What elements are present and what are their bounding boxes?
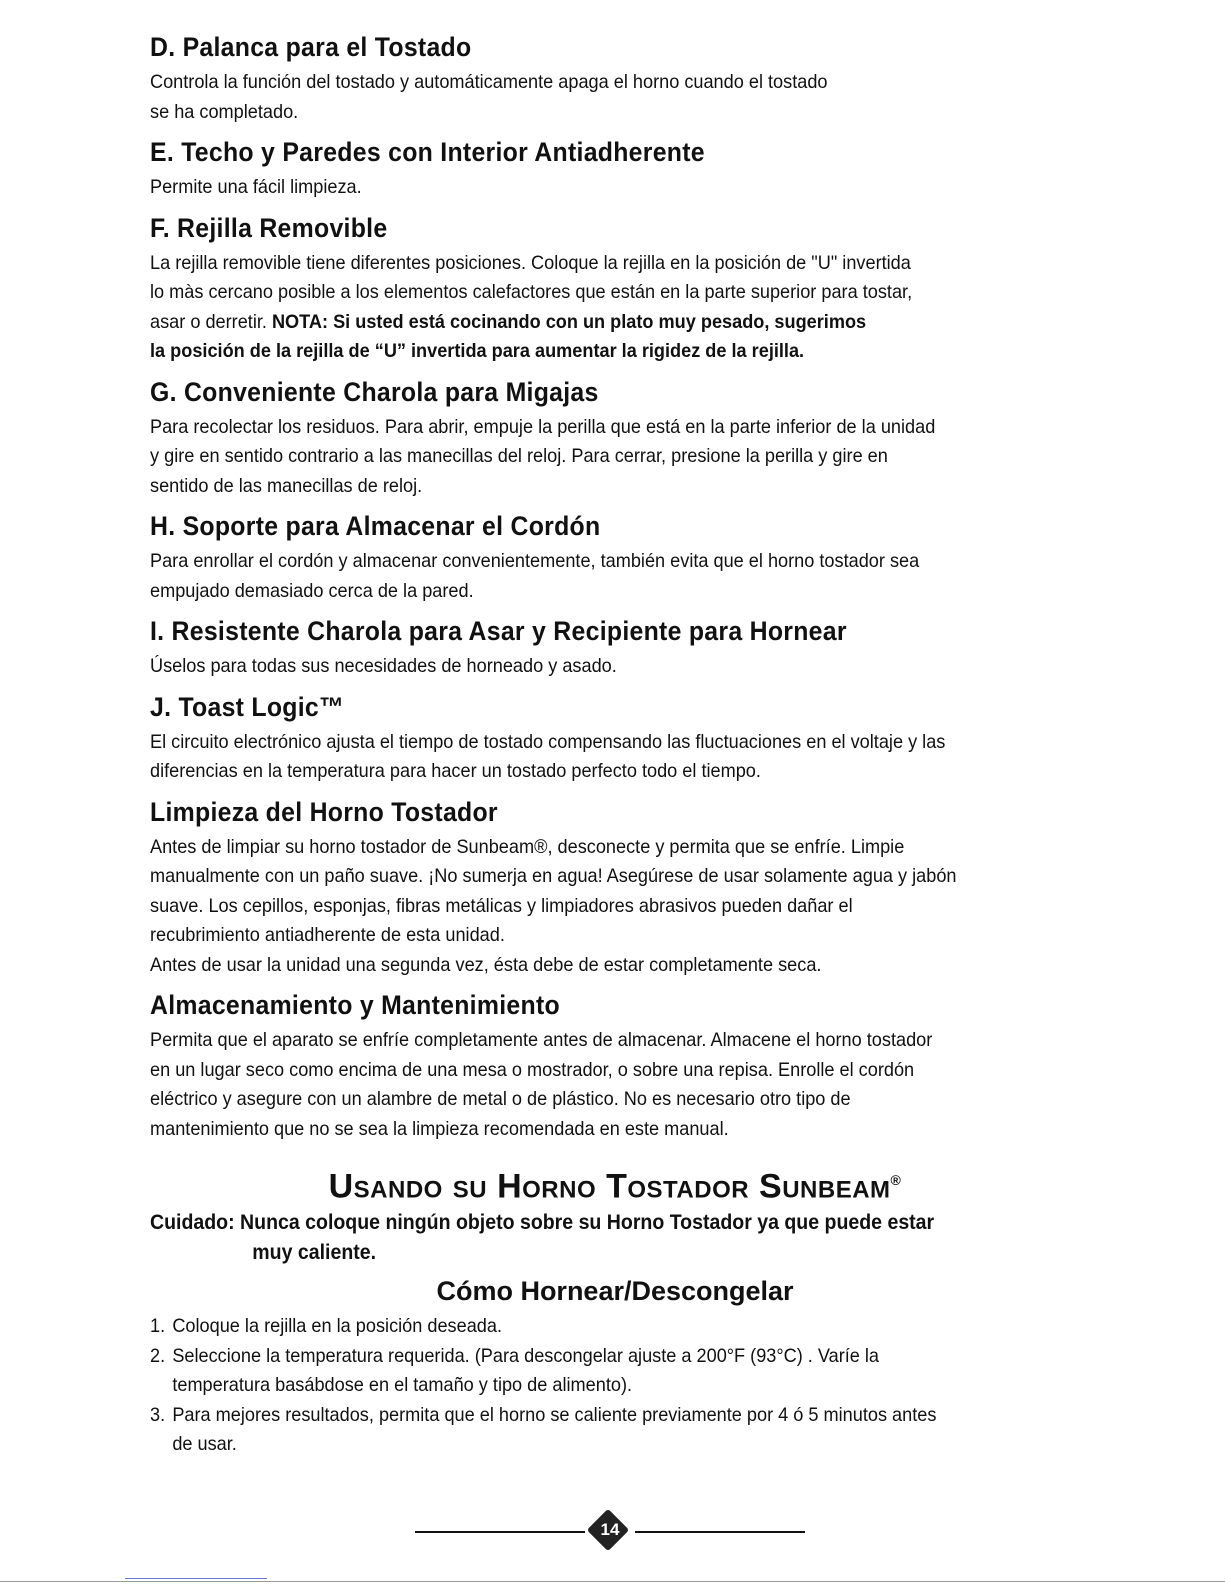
footer-rule-left <box>415 1531 585 1533</box>
section-text <box>150 1026 1061 1144</box>
page-number: 14 <box>600 1520 620 1539</box>
section-soporte-cordon <box>150 509 1080 606</box>
section-title: H. Soporte para Almacenar el Cordón <box>150 511 601 541</box>
text-line: asar o derretir. <box>150 310 272 333</box>
text-line: sentido de las manecillas de reloj. <box>150 474 423 497</box>
text-line: Para enrollar el cordón y almacenar convenientemente, también evita que el horno tostador sea <box>150 550 920 572</box>
list-item <box>150 1312 1071 1342</box>
step-text: Coloque la rejilla en la posición deseada. <box>172 1315 503 1338</box>
text-line: Antes de usar la unidad una segunda vez, ésta debe de estar completamente seca. <box>150 953 822 976</box>
text-line: Antes de limpiar su horno tostador de Sunbeam®, desconecte y permita que se enfríe. Limpie <box>150 835 905 858</box>
text-line: Para recolectar los residuos. Para abrir, empuje la perilla que está en la parte inferior de la unidad <box>150 415 936 438</box>
text-line: recubrimiento antiadherente de esta unidad. <box>150 924 505 946</box>
section-palanca <box>150 30 1080 127</box>
section-title: G. Conveniente Charola para Migajas <box>150 376 599 407</box>
text-line: El circuito electrónico ajusta el tiempo de tostado compensando las fluctuaciones en el voltaje y las <box>150 730 946 753</box>
usando-heading <box>150 1158 1080 1208</box>
section-title: Almacenamiento y Mantenimiento <box>150 990 560 1020</box>
section-limpieza <box>150 795 1080 981</box>
page-content <box>150 30 1080 1460</box>
text-line: Controla la función del tostado y automáticamente apaga el horno cuando el tostado <box>150 71 828 93</box>
text-line: manualmente con un paño suave. ¡No sumerja en agua! Asegúrese de usar solamente agua y jabón <box>150 865 957 887</box>
section-text <box>150 728 1061 787</box>
text-line: lo màs cercano posible a los elementos calefactores que están en la parte superior para tostar, <box>150 281 913 303</box>
bottom-border <box>0 1581 1225 1582</box>
list-item <box>150 1342 1071 1401</box>
section-text <box>150 652 1061 682</box>
step-number: 2. <box>150 1344 166 1367</box>
list-item <box>150 1401 1071 1460</box>
section-text <box>150 173 1061 203</box>
page-footer <box>415 1512 805 1552</box>
section-title: F. Rejilla Removible <box>150 212 388 243</box>
footer-rule-right <box>635 1531 805 1533</box>
section-title: I. Resistente Charola para Asar y Recipiente para Hornear <box>150 616 847 646</box>
section-title: Limpieza del Horno Tostador <box>150 796 498 827</box>
text-line: diferencias en la temperatura para hacer un tostado perfecto todo el tiempo. <box>150 760 761 782</box>
section-title: J. Toast Logic™ <box>150 691 345 722</box>
text-line: se ha completado. <box>150 100 299 123</box>
caution-line: muy caliente. <box>252 1241 377 1265</box>
section-text <box>150 249 1061 367</box>
text-line: en un lugar seco como encima de una mesa o mostrador, o sobre una repisa. Enrolle el cordón <box>150 1058 915 1081</box>
section-text <box>150 413 1061 502</box>
text-line: empujado demasiado cerca de la pared. <box>150 579 474 602</box>
bottom-mark <box>125 1578 267 1579</box>
note-text: NOTA: Si usted está cocinando con un plato muy pesado, sugerimos <box>271 310 867 333</box>
section-techo <box>150 135 1080 203</box>
note-text: la posición de la rejilla de “U” invertida para aumentar la rigidez de la rejilla. <box>150 340 805 362</box>
registered-mark: ® <box>890 1172 902 1188</box>
caution-text <box>150 1208 1071 1268</box>
section-text <box>150 68 1061 127</box>
section-title: E. Techo y Paredes con Interior Antiadherente <box>150 137 705 167</box>
step-number: 1. <box>150 1315 166 1338</box>
text-line: Permite una fácil limpieza. <box>150 176 362 198</box>
usando-text: Usando su Horno Tostador Sunbeam <box>328 1167 891 1206</box>
step-text: Para mejores resultados, permita que el horno se caliente previamente por 4 ó 5 minutos antes de usar. <box>172 1403 937 1456</box>
steps-list <box>150 1312 1071 1460</box>
text-line: Permita que el aparato se enfríe completamente antes de almacenar. Almacene el horno tostador <box>150 1029 933 1051</box>
step-text: Seleccione la temperatura requerida. (Para descongelar ajuste a 200°F (93°C) . Varíe la temperatura basábdose en el tamaño y tipo de alimento). <box>172 1344 880 1397</box>
section-text <box>150 547 1061 606</box>
section-almacenamiento <box>150 988 1080 1144</box>
section-toast-logic <box>150 690 1080 787</box>
text-line: eléctrico y asegure con un alambre de metal o de plástico. No es necesario otro tipo de <box>150 1088 851 1110</box>
text-line: Úselos para todas sus necesidades de horneado y asado. <box>150 655 617 677</box>
text-line: La rejilla removible tiene diferentes posiciones. Coloque la rejilla en la posición de "U" invertida <box>150 251 911 274</box>
section-text <box>150 833 1061 981</box>
section-charola-migajas <box>150 375 1080 502</box>
como-heading: Cómo Hornear/Descongelar <box>436 1276 794 1307</box>
caution-line: Cuidado: Nunca coloque ningún objeto sobre su Horno Tostador ya que puede estar <box>150 1211 935 1235</box>
section-title: D. Palanca para el Tostado <box>150 32 472 62</box>
section-rejilla <box>150 211 1080 367</box>
section-charola-asar <box>150 614 1080 682</box>
text-line: suave. Los cepillos, esponjas, fibras metálicas y limpiadores abrasivos pueden dañar el <box>150 894 853 917</box>
step-number: 3. <box>150 1403 166 1426</box>
text-line: mantenimiento que no se sea la limpieza recomendada en este manual. <box>150 1117 729 1140</box>
text-line: y gire en sentido contrario a las manecillas del reloj. Para cerrar, presione la perilla y gire en <box>150 445 888 467</box>
